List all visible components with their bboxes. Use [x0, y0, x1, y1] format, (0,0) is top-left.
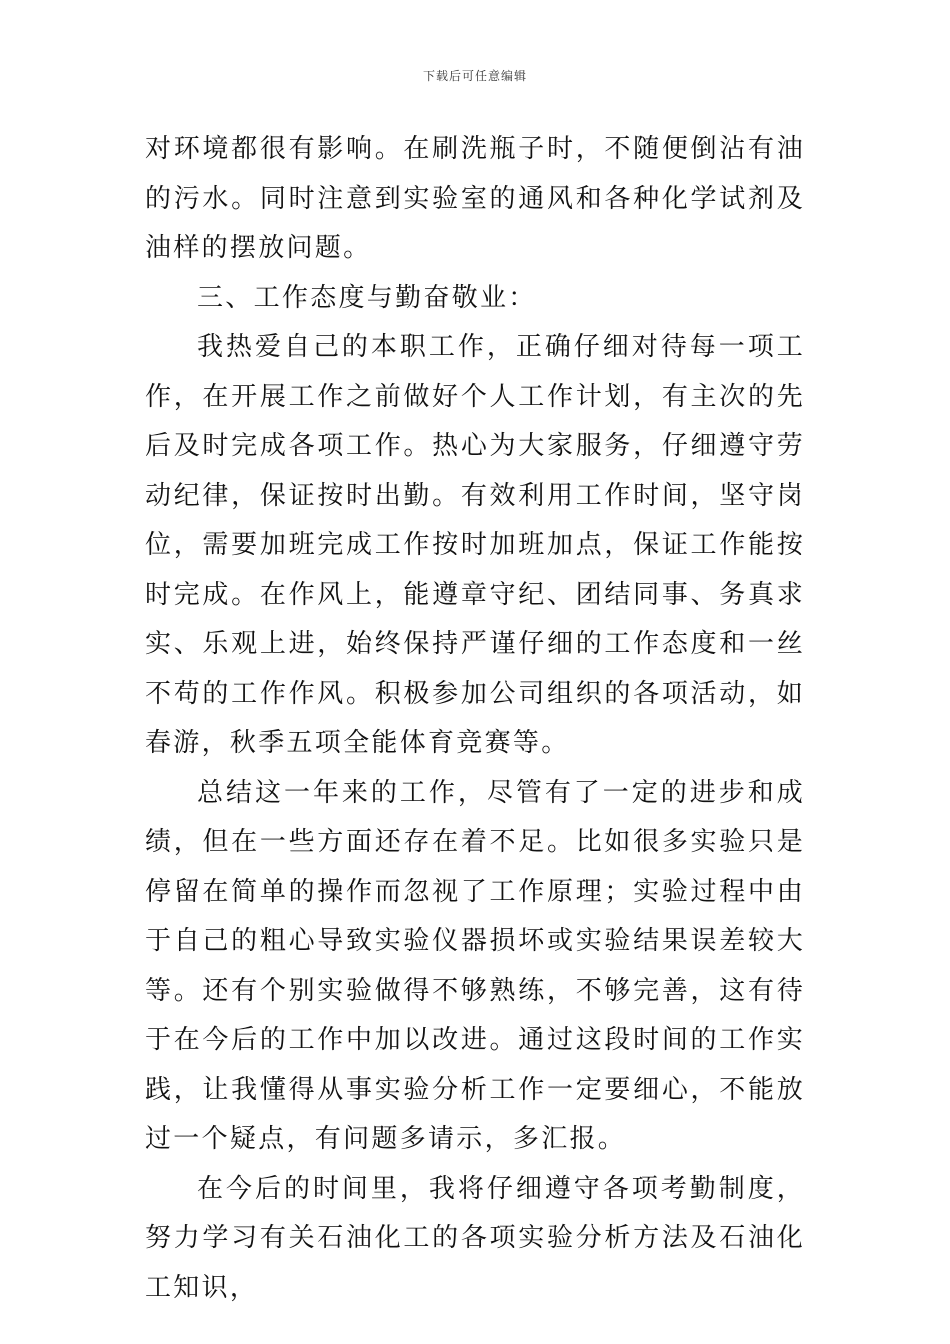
paragraph-work-attitude: 我热爱自己的本职工作，正确仔细对待每一项工作，在开展工作之前做好个人工作计划，有主次的先后及时完成各项工作。热心为大家服务，仔细遵守劳动纪律，保证按时出勤。有效利用工作时间，坚守岗位，需要加班完成工作按时加班加点，保证工作能按时完成。在作风上，能遵章守纪、团结同事、务真求实、乐观上进，始终保持严谨仔细的工作态度和一丝不苟的工作作风。积极参加公司组织的各项活动，如春游，秋季五项全能体育竞赛等。	[145, 332, 805, 758]
document-body	[145, 125, 805, 1313]
paragraph-future-plan: 在今后的时间里，我将仔细遵守各项考勤制度，努力学习有关石油化工的各项实验分析方法及石油化工知识，	[145, 1173, 805, 1303]
paragraph-summary: 总结这一年来的工作，尽管有了一定的进步和成绩，但在一些方面还存在着不足。比如很多实验只是停留在简单的操作而忽视了工作原理；实验过程中由于自己的粗心导致实验仪器损坏或实验结果误差较大等。还有个别实验做得不够熟练，不够完善，这有待于在今后的工作中加以改进。通过这段时间的工作实践，让我懂得从事实验分析工作一定要细心，不能放过一个疑点，有问题多请示，多汇报。	[145, 777, 805, 1154]
section-heading: 三、工作态度与勤奋敬业：	[197, 282, 537, 313]
page-header-note: 下载后可任意编辑	[422, 69, 527, 83]
paragraph-continuation: 对环境都很有影响。在刷洗瓶子时，不随便倒沾有油的污水。同时注意到实验室的通风和各种化学试剂及油样的摆放问题。	[145, 134, 805, 263]
